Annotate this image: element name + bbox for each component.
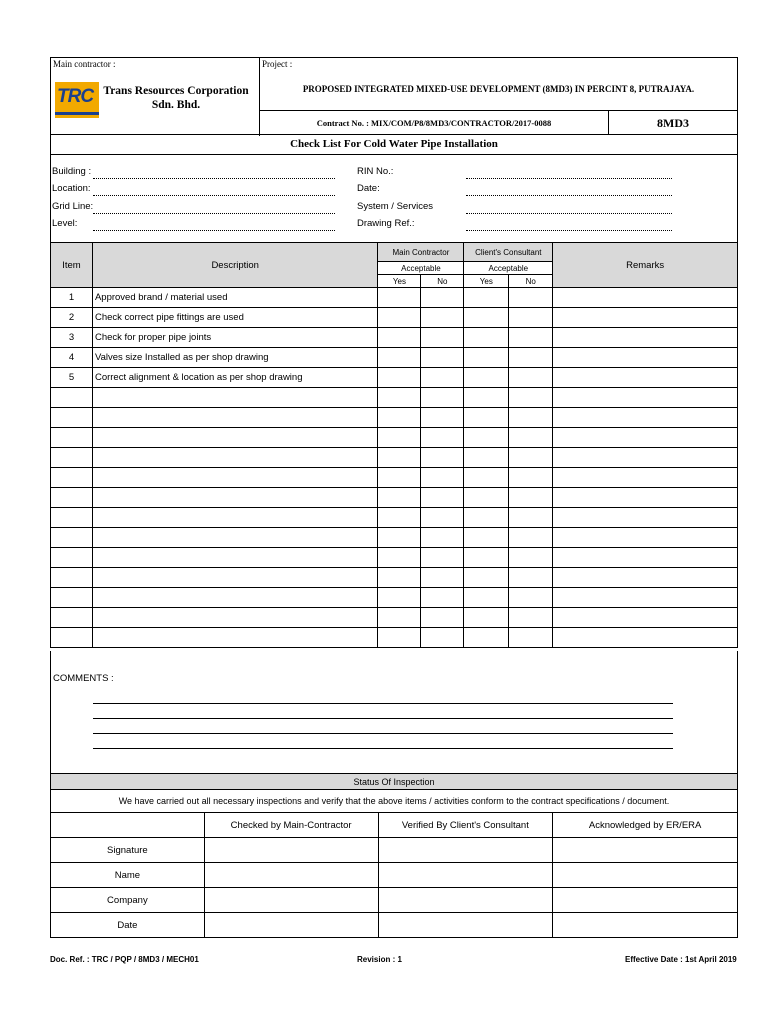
cc-yes-cell[interactable] xyxy=(464,608,509,628)
cc-yes-cell[interactable] xyxy=(464,448,509,468)
comments-section xyxy=(50,651,738,773)
mc-yes-cell[interactable] xyxy=(378,448,421,468)
mc-no-cell[interactable] xyxy=(421,508,464,528)
cc-yes-cell[interactable] xyxy=(464,328,509,348)
cc-yes-cell[interactable] xyxy=(464,528,509,548)
cc-yes: Yes xyxy=(464,275,509,288)
checklist-title: Check List For Cold Water Pipe Installation xyxy=(50,134,738,155)
remarks-cell[interactable] xyxy=(553,528,738,548)
mc-no-cell[interactable] xyxy=(421,448,464,468)
mc-acceptable: Acceptable xyxy=(378,262,464,275)
grid-line-label: Grid Line: xyxy=(52,201,94,212)
table-row xyxy=(51,568,738,588)
signoff-cell[interactable] xyxy=(553,888,738,913)
comment-line[interactable] xyxy=(93,748,673,749)
description-cell: Approved brand / material used xyxy=(92,288,378,308)
doc-ref: Doc. Ref. : TRC / PQP / 8MD3 / MECH01 xyxy=(50,955,199,964)
cc-yes-cell[interactable] xyxy=(464,288,509,308)
drawing-ref-field[interactable] xyxy=(466,230,672,231)
mc-yes-cell[interactable] xyxy=(378,628,421,648)
comment-line[interactable] xyxy=(93,703,673,704)
description-cell xyxy=(92,548,378,568)
mc-yes-cell[interactable] xyxy=(378,368,421,388)
mc-yes-cell[interactable] xyxy=(378,568,421,588)
status-row xyxy=(51,863,738,888)
cc-no: No xyxy=(509,275,553,288)
level-label: Level: xyxy=(52,218,78,229)
item-cell xyxy=(51,448,93,468)
table-row xyxy=(51,448,738,468)
signoff-cell[interactable] xyxy=(553,838,738,863)
comment-line[interactable] xyxy=(93,718,673,719)
remarks-cell[interactable] xyxy=(553,448,738,468)
table-row xyxy=(51,288,738,308)
mc-no-cell[interactable] xyxy=(421,348,464,368)
cc-no-cell[interactable] xyxy=(509,588,553,608)
mc-yes-cell[interactable] xyxy=(378,428,421,448)
cc-yes-cell[interactable] xyxy=(464,628,509,648)
item-cell xyxy=(51,568,93,588)
status-row xyxy=(51,838,738,863)
checklist-table xyxy=(50,242,738,648)
signoff-cell[interactable] xyxy=(378,888,553,913)
description-cell xyxy=(92,508,378,528)
mc-no-cell[interactable] xyxy=(421,608,464,628)
cc-yes-cell[interactable] xyxy=(464,488,509,508)
item-cell xyxy=(51,628,93,648)
mc-yes-cell[interactable] xyxy=(378,508,421,528)
signoff-cell[interactable] xyxy=(553,913,738,938)
cc-yes-cell[interactable] xyxy=(464,588,509,608)
item-cell xyxy=(51,388,93,408)
item-cell xyxy=(51,528,93,548)
status-row-label: Signature xyxy=(51,838,205,863)
item-cell xyxy=(51,428,93,448)
table-row xyxy=(51,368,738,388)
cc-yes-cell[interactable] xyxy=(464,428,509,448)
description-cell xyxy=(92,468,378,488)
mc-no-cell[interactable] xyxy=(421,328,464,348)
item-cell xyxy=(51,488,93,508)
date-label: Date: xyxy=(357,183,380,194)
cc-yes-cell[interactable] xyxy=(464,388,509,408)
mc-yes-cell[interactable] xyxy=(378,388,421,408)
table-row xyxy=(51,468,738,488)
table-row xyxy=(51,348,738,368)
signoff-cell[interactable] xyxy=(204,913,378,938)
mc-no-cell[interactable] xyxy=(421,388,464,408)
signoff-cell[interactable] xyxy=(378,863,553,888)
cc-no-cell[interactable] xyxy=(509,328,553,348)
signoff-cell[interactable] xyxy=(378,913,553,938)
mc-no-cell[interactable] xyxy=(421,588,464,608)
mc-no-cell[interactable] xyxy=(421,308,464,328)
cc-no-cell[interactable] xyxy=(509,508,553,528)
description-cell xyxy=(92,628,378,648)
remarks-cell[interactable] xyxy=(553,588,738,608)
remarks-cell[interactable] xyxy=(553,608,738,628)
status-row-label: Date xyxy=(51,913,205,938)
doc-code: 8MD3 xyxy=(657,116,689,130)
cc-no-cell[interactable] xyxy=(509,628,553,648)
table-row xyxy=(51,428,738,448)
mc-no-cell[interactable] xyxy=(421,368,464,388)
remarks-cell[interactable] xyxy=(553,428,738,448)
cc-no-cell[interactable] xyxy=(509,348,553,368)
description-cell xyxy=(92,428,378,448)
status-row xyxy=(51,913,738,938)
location-label: Location: xyxy=(52,183,91,194)
remarks-cell[interactable] xyxy=(553,568,738,588)
trc-logo: TRC xyxy=(55,82,99,118)
mc-yes-cell[interactable] xyxy=(378,488,421,508)
cc-yes-cell[interactable] xyxy=(464,508,509,528)
remarks-cell[interactable] xyxy=(553,308,738,328)
main-contractor-header: Main Contractor xyxy=(378,243,464,262)
mc-no-cell[interactable] xyxy=(421,428,464,448)
status-title: Status Of Inspection xyxy=(51,774,738,790)
checked-by-header: Checked by Main-Contractor xyxy=(204,813,378,838)
system-field[interactable] xyxy=(466,213,672,214)
cc-yes-cell[interactable] xyxy=(464,568,509,588)
cc-no-cell[interactable] xyxy=(509,408,553,428)
description-cell: Correct alignment & location as per shop drawing xyxy=(92,368,378,388)
comment-line[interactable] xyxy=(93,733,673,734)
remarks-cell[interactable] xyxy=(553,488,738,508)
signoff-cell[interactable] xyxy=(378,838,553,863)
mc-yes-cell[interactable] xyxy=(378,528,421,548)
cc-yes-cell[interactable] xyxy=(464,548,509,568)
cc-no-cell[interactable] xyxy=(509,308,553,328)
mc-no-cell[interactable] xyxy=(421,528,464,548)
mc-yes-cell[interactable] xyxy=(378,328,421,348)
system-label: System / Services xyxy=(357,201,434,212)
table-row xyxy=(51,548,738,568)
table-row xyxy=(51,328,738,348)
cc-yes-cell[interactable] xyxy=(464,408,509,428)
table-row xyxy=(51,588,738,608)
description-cell xyxy=(92,608,378,628)
effective-date: Effective Date : 1st April 2019 xyxy=(625,955,737,964)
cc-no-cell[interactable] xyxy=(509,388,553,408)
remarks-cell[interactable] xyxy=(553,408,738,428)
table-row xyxy=(51,408,738,428)
revision: Revision : 1 xyxy=(357,955,402,964)
acknowledged-by-header: Acknowledged by ER/ERA xyxy=(553,813,738,838)
mc-no-cell[interactable] xyxy=(421,288,464,308)
contract-row xyxy=(259,110,738,135)
description-cell: Check for proper pipe joints xyxy=(92,328,378,348)
status-table xyxy=(50,773,738,938)
mc-yes-cell[interactable] xyxy=(378,588,421,608)
cc-no-cell[interactable] xyxy=(509,608,553,628)
cc-yes-cell[interactable] xyxy=(464,308,509,328)
mc-no-cell[interactable] xyxy=(421,488,464,508)
item-cell: 4 xyxy=(51,348,93,368)
remarks-cell[interactable] xyxy=(553,348,738,368)
company-name: Trans Resources Corporation Sdn. Bhd. xyxy=(103,85,249,111)
cc-no-cell[interactable] xyxy=(509,468,553,488)
status-row-label: Name xyxy=(51,863,205,888)
description-cell xyxy=(92,568,378,588)
item-cell xyxy=(51,508,93,528)
main-contractor-label: Main contractor : xyxy=(53,59,116,69)
main-contractor-cell xyxy=(51,58,260,136)
mc-no-cell[interactable] xyxy=(421,628,464,648)
description-cell xyxy=(92,408,378,428)
cc-no-cell[interactable] xyxy=(509,368,553,388)
item-cell: 5 xyxy=(51,368,93,388)
mc-yes-cell[interactable] xyxy=(378,548,421,568)
verified-by-header: Verified By Client's Consultant xyxy=(378,813,553,838)
description-cell: Valves size Installed as per shop drawing xyxy=(92,348,378,368)
remarks-cell[interactable] xyxy=(553,388,738,408)
cc-no-cell[interactable] xyxy=(509,528,553,548)
cc-no-cell[interactable] xyxy=(509,288,553,308)
cc-yes-cell[interactable] xyxy=(464,348,509,368)
item-cell xyxy=(51,468,93,488)
mc-no-cell[interactable] xyxy=(421,408,464,428)
remarks-cell[interactable] xyxy=(553,628,738,648)
mc-no-cell[interactable] xyxy=(421,548,464,568)
cc-no-cell[interactable] xyxy=(509,428,553,448)
table-row xyxy=(51,488,738,508)
table-row xyxy=(51,388,738,408)
description-cell xyxy=(92,448,378,468)
remarks-cell[interactable] xyxy=(553,328,738,348)
item-cell xyxy=(51,588,93,608)
remarks-header: Remarks xyxy=(553,243,738,288)
description-cell: Check correct pipe fittings are used xyxy=(92,308,378,328)
remarks-cell[interactable] xyxy=(553,548,738,568)
status-row-label: Company xyxy=(51,888,205,913)
table-row xyxy=(51,628,738,648)
rin-field[interactable] xyxy=(466,178,672,179)
cc-no-cell[interactable] xyxy=(509,548,553,568)
mc-yes-cell[interactable] xyxy=(378,608,421,628)
description-header: Description xyxy=(92,243,378,288)
building-field[interactable] xyxy=(93,178,335,179)
description-cell xyxy=(92,388,378,408)
item-header: Item xyxy=(51,243,93,288)
description-cell xyxy=(92,588,378,608)
project-label: Project : xyxy=(262,59,293,69)
level-field[interactable] xyxy=(93,230,335,231)
rin-label: RIN No.: xyxy=(357,166,394,177)
mc-yes-cell[interactable] xyxy=(378,348,421,368)
description-cell xyxy=(92,528,378,548)
item-cell xyxy=(51,608,93,628)
cc-yes-cell[interactable] xyxy=(464,468,509,488)
cc-yes-cell[interactable] xyxy=(464,368,509,388)
table-row xyxy=(51,508,738,528)
mc-yes: Yes xyxy=(378,275,421,288)
table-row xyxy=(51,308,738,328)
item-cell: 2 xyxy=(51,308,93,328)
mc-no-cell[interactable] xyxy=(421,468,464,488)
remarks-cell[interactable] xyxy=(553,368,738,388)
mc-yes-cell[interactable] xyxy=(378,408,421,428)
status-statement: We have carried out all necessary inspections and verify that the above items / activities conform to the contract specifications / document. xyxy=(51,790,738,813)
mc-no: No xyxy=(421,275,464,288)
mc-yes-cell[interactable] xyxy=(378,288,421,308)
client-consultant-header: Client's Consultant xyxy=(464,243,553,262)
item-cell: 1 xyxy=(51,288,93,308)
project-name: PROPOSED INTEGRATED MIXED-USE DEVELOPMENT (8MD3) IN PERCINT 8, PUTRAJAYA. xyxy=(302,84,695,94)
item-cell xyxy=(51,548,93,568)
cc-no-cell[interactable] xyxy=(509,488,553,508)
status-row xyxy=(51,888,738,913)
cc-no-cell[interactable] xyxy=(509,568,553,588)
signoff-cell[interactable] xyxy=(204,838,378,863)
date-field[interactable] xyxy=(466,195,672,196)
location-field[interactable] xyxy=(93,195,335,196)
description-cell xyxy=(92,488,378,508)
info-block xyxy=(50,154,738,242)
mc-yes-cell[interactable] xyxy=(378,308,421,328)
item-cell: 3 xyxy=(51,328,93,348)
mc-no-cell[interactable] xyxy=(421,568,464,588)
building-label: Building : xyxy=(52,166,92,177)
remarks-cell[interactable] xyxy=(553,508,738,528)
item-cell xyxy=(51,408,93,428)
table-row xyxy=(51,608,738,628)
comments-label: COMMENTS : xyxy=(53,673,114,684)
grid-line-field[interactable] xyxy=(93,213,335,214)
signoff-cell[interactable] xyxy=(204,888,378,913)
table-row xyxy=(51,528,738,548)
remarks-cell[interactable] xyxy=(553,288,738,308)
mc-yes-cell[interactable] xyxy=(378,468,421,488)
drawing-ref-label: Drawing Ref.: xyxy=(357,218,415,229)
contract-number: Contract No. : MIX/COM/P8/8MD3/CONTRACTOR/2017-0088 xyxy=(260,111,609,135)
cc-acceptable: Acceptable xyxy=(464,262,553,275)
signoff-cell[interactable] xyxy=(553,863,738,888)
signoff-cell[interactable] xyxy=(204,863,378,888)
cc-no-cell[interactable] xyxy=(509,448,553,468)
remarks-cell[interactable] xyxy=(553,468,738,488)
